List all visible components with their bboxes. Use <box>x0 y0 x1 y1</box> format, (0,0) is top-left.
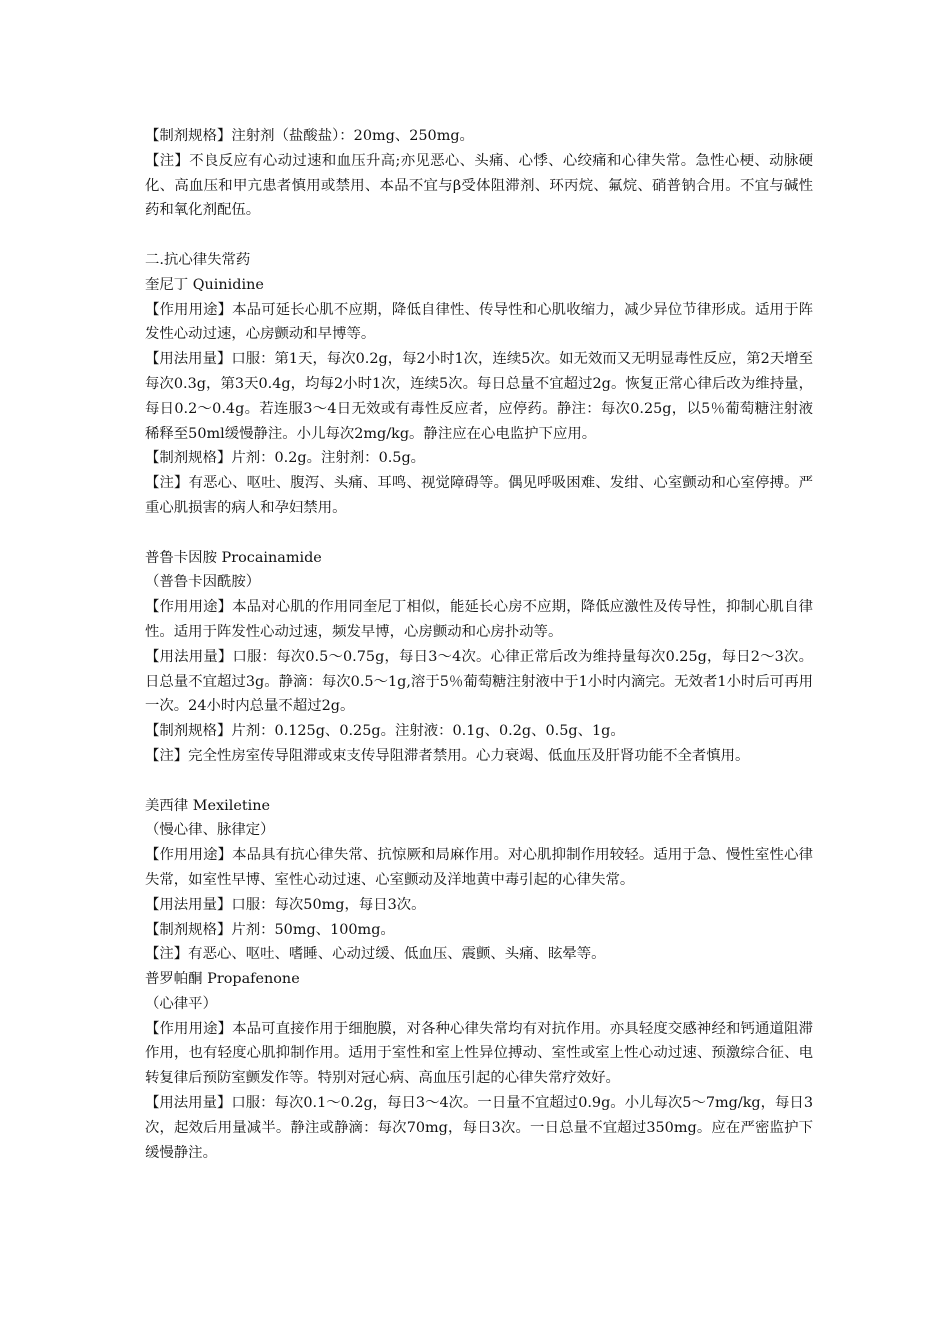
paragraph: 【注】不良反应有心动过速和血压升高;亦见恶心、头痛、心悸、心绞痛和心律失常。急性心梗、动脉硬化、高血压和甲亢患者慎用或禁用、本品不宜与β受体阻滞剂、环丙烷、氟烷、硝普钠合用。不宜与碱性药和氧化剂配伍。 <box>145 152 813 219</box>
paragraph: 【制剂规格】片剂：50mg、100mg。 <box>145 921 395 938</box>
paragraph: 【作用用途】本品具有抗心律失常、抗惊厥和局麻作用。对心肌抑制作用较轻。适用于急、慢性室性心律失常，如室性早博、室性心动过速、心室颤动及洋地黄中毒引起的心律失常。 <box>145 847 813 888</box>
paragraph-gap <box>145 769 813 794</box>
paragraph: 【作用用途】本品可延长心肌不应期，降低自律性、传导性和心肌收缩力，减少异位节律形成。适用于阵发性心动过速，心房颤动和早博等。 <box>145 301 813 343</box>
section-heading: （心律平） <box>145 995 217 1012</box>
paragraph: 【制剂规格】片剂：0.2g。注射剂：0.5g。 <box>145 450 426 467</box>
document-page <box>145 124 813 1165</box>
section-heading: 美西律 Mexiletine <box>145 797 271 814</box>
paragraph: 【作用用途】本品可直接作用于细胞膜，对各种心律失常均有对抗作用。亦具轻度交感神经和钙通道阻滞作用，也有轻度心肌抑制作用。适用于室性和室上性异位搏动、室性或室上性心动过速、预激综合征、电转复律后预防室颤发作等。特别对冠心病、高血压引起的心律失常疗效好。 <box>145 1020 813 1087</box>
paragraph: 【注】完全性房室传导阻滞或束支传导阻滞者禁用。心力衰竭、低血压及肝肾功能不全者慎用。 <box>145 747 750 764</box>
section-heading: 普鲁卡因胺 Procainamide <box>145 549 322 566</box>
paragraph: 【注】有恶心、呕吐、腹泻、头痛、耳鸣、视觉障碍等。偶见呼吸困难、发绀、心室颤动和心室停搏。严重心肌损害的病人和孕妇禁用。 <box>145 475 813 516</box>
paragraph-gap <box>145 223 813 248</box>
paragraph-gap <box>145 521 813 546</box>
section-heading: （慢心律、脉律定） <box>145 822 275 839</box>
paragraph: 【用法用量】口服：每次50mg，每日3次。 <box>145 896 426 913</box>
paragraph: 【用法用量】口服：每次0.1～0.2g，每日3～4次。一日量不宜超过0.9g。小儿每次5～7mg/kg，每日3次，起效后用量减半。静注或静滴：每次70mg，每日3次。一日总量不宜超过350mg。应在严密监护下缓慢静注。 <box>145 1095 813 1161</box>
paragraph: 【制剂规格】片剂：0.125g、0.25g。注射液：0.1g、0.2g、0.5g、1g。 <box>145 723 625 740</box>
paragraph: 【注】有恶心、呕吐、嗜睡、心动过缓、低血压、震颤、头痛、眩晕等。 <box>145 946 606 963</box>
section-heading: 奎尼丁 Quinidine <box>145 276 264 293</box>
paragraph: 【用法用量】口服：第1天，每次0.2g，每2小时1次，连续5次。如无效而又无明显毒性反应，第2天增至每次0.3g，第3天0.4g，均每2小时1次，连续5次。每日总量不宜超过2g。恢复正常心律后改为维持量，每日0.2～0.4g。若连服3～4日无效或有毒性反应者，应停药。静注：每次0.25g，以5％葡萄糖注射液稀释至50ml缓慢静注。小儿每次2mg/kg。静注应在心电监护下应用。 <box>145 351 813 442</box>
paragraph: 【用法用量】口服：每次0.5～0.75g，每日3～4次。心律正常后改为维持量每次0.25g，每日2～3次。日总量不宜超过3g。静滴：每次0.5～1g,溶于5％葡萄糖注射液中于1小时内滴完。无效者1小时后可再用一次。24小时内总量不超过2g。 <box>145 648 813 715</box>
paragraph: 【作用用途】本品对心肌的作用同奎尼丁相似，能延长心房不应期，降低应激性及传导性，抑制心肌自律性。适用于阵发性心动过速，频发早博，心房颤动和心房扑动等。 <box>145 599 813 640</box>
paragraph: 【制剂规格】注射剂（盐酸盐）：20mg、250mg。 <box>145 128 474 144</box>
section-heading: （普鲁卡因酰胺） <box>145 574 261 591</box>
section-heading: 二.抗心律失常药 <box>145 251 251 268</box>
section-heading: 普罗帕酮 Propafenone <box>145 971 300 988</box>
